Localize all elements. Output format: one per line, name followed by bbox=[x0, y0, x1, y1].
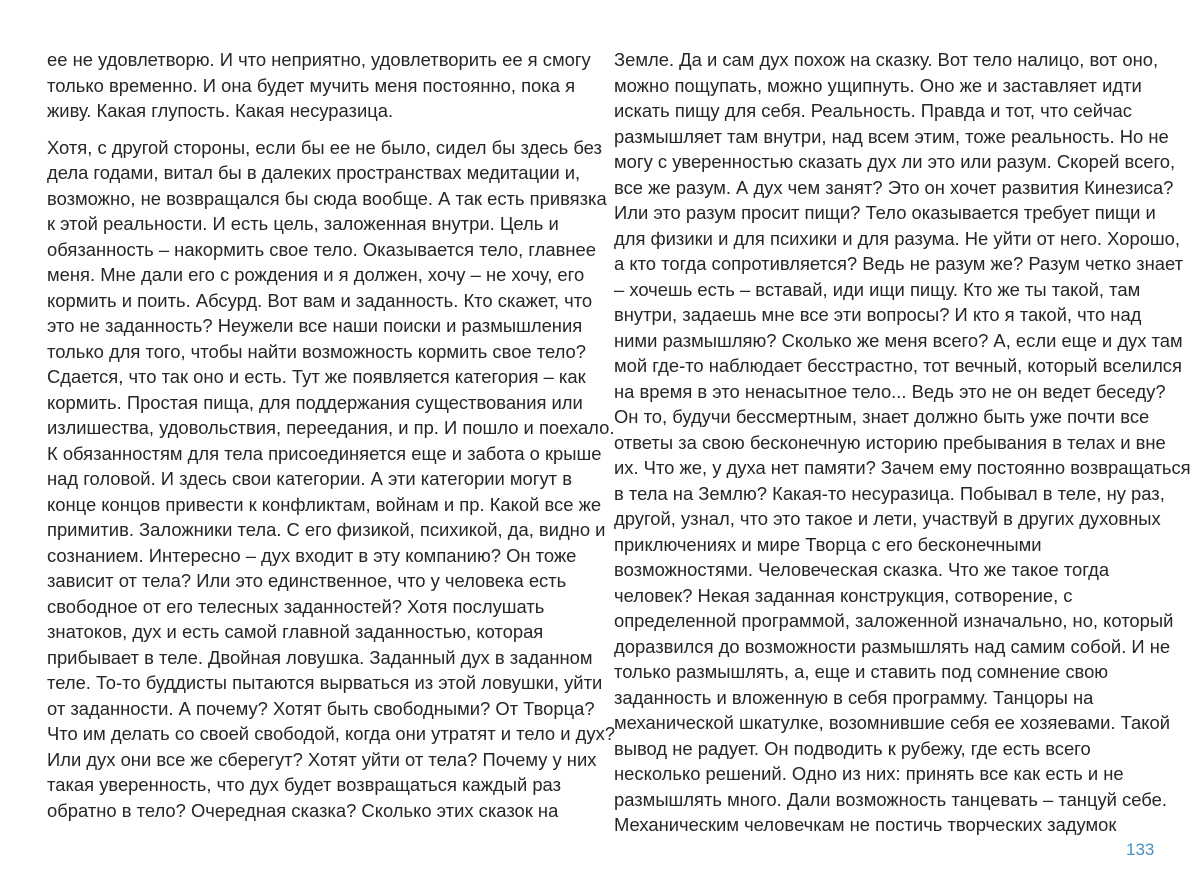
text-line: ответы за свою бесконечную историю пребывания в телах и вне bbox=[614, 431, 1166, 453]
paragraph-gap bbox=[47, 124, 592, 135]
text-line: возможно, не возвращался бы сюда вообще. А так есть привязка bbox=[47, 187, 607, 209]
paragraph-2 bbox=[47, 135, 615, 824]
text-line: кормить и поить. Абсурд. Вот вам и заданность. Кто скажет, что bbox=[47, 289, 593, 311]
text-line: для физики и для психики и для разума. Не уйти от него. Хорошо, bbox=[614, 227, 1180, 249]
text-line: излишества, удовольствия, переедания, и пр. И пошло и поехало. bbox=[47, 417, 615, 438]
text-line: приключениях и мире Творца с его бесконечными bbox=[614, 533, 1042, 555]
text-line: только временно. И она будет мучить меня постоянно, пока я bbox=[47, 74, 576, 96]
right-column bbox=[614, 47, 1191, 838]
text-line: могу с уверенностью сказать дух ли это или разум. Скорей всего, bbox=[614, 151, 1176, 172]
text-line: живу. Какая глупость. Какая несуразица. bbox=[47, 100, 394, 121]
text-line: внутри, задаешь мне все эти вопросы? И кто я такой, что над bbox=[614, 304, 1142, 325]
text-line: свободное от его телесных заданностей? Хотя послушать bbox=[47, 595, 545, 617]
text-line: меня. Мне дали его с рождения и я должен, хочу – не хочу, его bbox=[47, 264, 585, 285]
text-line: дела годами, витал бы в далеких пространствах медитации и, bbox=[47, 162, 581, 183]
text-line: теле. То-то буддисты пытаются вырваться из этой ловушки, уйти bbox=[47, 672, 603, 693]
text-line: К обязанностям для тела присоединяется еще и забота о крыше bbox=[47, 442, 602, 464]
text-line: сознанием. Интересно – дух входит в эту компанию? Он тоже bbox=[47, 544, 577, 566]
text-line: Земле. Да и сам дух похож на сказку. Вот тело налицо, вот оно, bbox=[614, 49, 1159, 70]
text-line: можно пощупать, можно ущипнуть. Оно же и заставляет идти bbox=[614, 74, 1142, 96]
text-line: все же разум. А дух чем занят? Это он хочет развития Кинезиса? bbox=[614, 176, 1174, 198]
text-line: а кто тогда сопротивляется? Ведь не разум же? Разум четко знает bbox=[614, 253, 1184, 274]
text-line: вывод не радует. Он подводить к рубежу, где есть всего bbox=[614, 737, 1091, 759]
text-line: обратно в тело? Очередная сказка? Сколько этих сказок на bbox=[47, 799, 559, 821]
left-column bbox=[47, 47, 615, 823]
text-line: Что им делать со своей свободой, когда они утратят и тело и дух? bbox=[47, 723, 615, 744]
text-line: Или это разум просит пищи? Тело оказывается требует пищи и bbox=[614, 202, 1156, 223]
text-line: к этой реальности. И есть цель, заложенная внутри. Цель и bbox=[47, 213, 559, 234]
text-line: определенной программой, заложенной изначально, но, который bbox=[614, 610, 1174, 631]
text-line: кормить. Простая пища, для поддержания существования или bbox=[47, 391, 583, 413]
text-line: возможностями. Человеческая сказка. Что же такое тогда bbox=[614, 559, 1110, 580]
text-line: Или дух они все же сберегут? Хотят уйти от тела? Почему у них bbox=[47, 748, 597, 770]
text-line: ними размышляю? Сколько же меня всего? А, если еще и дух там bbox=[614, 329, 1183, 351]
text-line: знатоков, дух и есть самой главной заданностью, которая bbox=[47, 621, 544, 642]
text-line: несколько решений. Одно из них: принять все как есть и не bbox=[614, 763, 1124, 784]
text-line: примитив. Заложники тела. С его физикой, психикой, да, видно и bbox=[47, 519, 606, 540]
page-number: 133 bbox=[1126, 840, 1155, 859]
text-line: ее не удовлетворю. И что неприятно, удовлетворить ее я смогу bbox=[47, 49, 591, 70]
text-line: механической шкатулке, возомнившие себя ее хозяевами. Такой bbox=[614, 712, 1171, 733]
text-line: искать пищу для себя. Реальность. Правда и тот, что сейчас bbox=[614, 100, 1132, 121]
text-line: конце концов привести к конфликтам, войнам и пр. Какой все же bbox=[47, 493, 602, 515]
text-line: их. Что же, у духа нет памяти? Зачем ему постоянно возвращаться bbox=[614, 457, 1191, 478]
text-line: такая уверенность, что дух будет возвращаться каждый раз bbox=[47, 774, 562, 795]
text-line: над головой. И здесь свои категории. А эти категории могут в bbox=[47, 468, 572, 489]
text-line: Хотя, с другой стороны, если бы ее не было, сидел бы здесь без bbox=[47, 136, 602, 158]
text-line: это не заданность? Неужели все наши поиски и размышления bbox=[47, 315, 583, 336]
text-line: обязанность – накормить свое тело. Оказывается тело, главнее bbox=[47, 238, 597, 260]
text-line: Сдается, что так оно и есть. Тут же появляется категория – как bbox=[47, 366, 586, 387]
text-line: Механическим человечкам не постичь творческих задумок bbox=[614, 814, 1117, 835]
paragraph-1 bbox=[47, 47, 592, 124]
text-line: доразвился до возможности размышлять над самим собой. И не bbox=[614, 635, 1171, 657]
text-line: в тела на Землю? Какая-то несуразица. Побывал в теле, ну раз, bbox=[614, 482, 1165, 504]
text-line: мой где-то наблюдает бесстрастно, тот вечный, который вселился bbox=[614, 355, 1182, 376]
text-line: другой, узнал, что это такое и лети, участвуй в других духовных bbox=[614, 508, 1161, 529]
text-line: прибывает в теле. Двойная ловушка. Заданный дух в заданном bbox=[47, 646, 593, 668]
text-line: размышлять много. Дали возможность танцевать – танцуй себе. bbox=[614, 788, 1167, 810]
text-line: от заданности. А почему? Хотят быть свободными? От Творца? bbox=[47, 697, 595, 719]
text-line: только размышлять, а, еще и ставить под сомнение свою bbox=[614, 661, 1109, 682]
text-line: размышляет там внутри, над всем этим, тоже реальность. Но не bbox=[614, 125, 1169, 147]
text-line: Он то, будучи бессмертным, знает должно быть уже почти все bbox=[614, 406, 1150, 427]
text-line: на время в это ненасытное тело... Ведь это не он ведет беседу? bbox=[614, 380, 1166, 402]
text-line: – хочешь есть – вставай, иди ищи пищу. Кто же ты такой, там bbox=[614, 278, 1141, 300]
text-line: заданность и вложенную в себя программу. Танцоры на bbox=[614, 686, 1094, 708]
text-line: человек? Некая заданная конструкция, сотворение, с bbox=[614, 584, 1073, 606]
text-line: зависит от тела? Или это единственное, что у человека есть bbox=[47, 570, 567, 591]
text-line: только для того, чтобы найти возможность кормить свое тело? bbox=[47, 340, 586, 362]
